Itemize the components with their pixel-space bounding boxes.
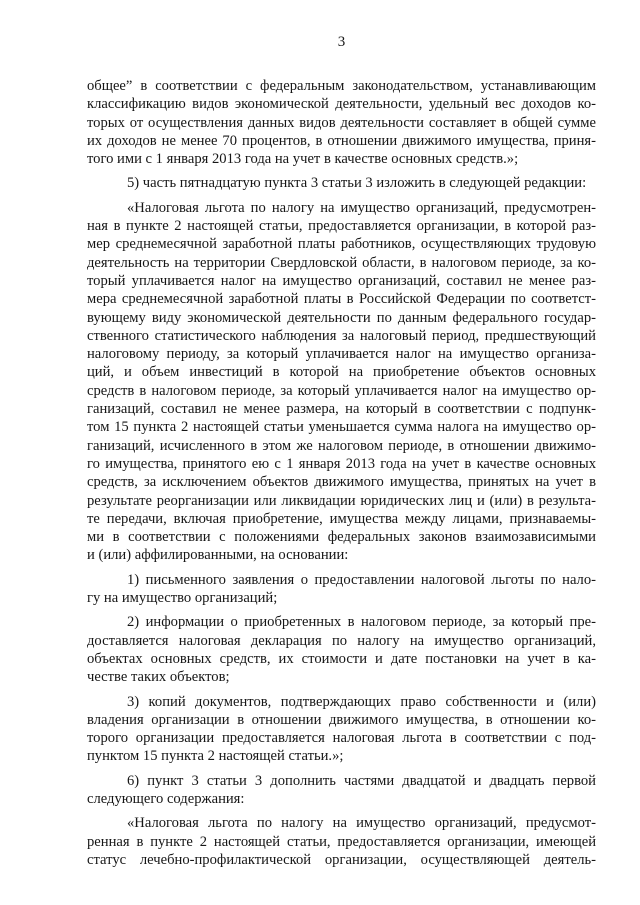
text-line: честве таких объектов; (87, 669, 230, 686)
paragraph-subitem-3 (87, 693, 596, 766)
text-line: вующему виду экономической деятельности по данным федерального государ- (87, 309, 596, 326)
text-line: объектах основных средств, их стоимости и дате постановки на учет в ка- (87, 650, 596, 667)
text-line: ми в соответствии с положениями федеральных законов взаимозависимыми (87, 529, 596, 546)
text-line: 1) письменного заявления о предоставлении налоговой льготы по нало- (127, 571, 596, 588)
text-line: следующего содержания: (87, 790, 245, 807)
text-line: торых от осуществления данных видов деятельности составляет в общей сумме (87, 114, 596, 131)
paragraph-item-6 (87, 772, 596, 809)
text-line: общее” в соответствии с федеральным законодательством, устанавливающим (87, 78, 596, 94)
text-line: том 15 пункта 2 настоящей статьи уменьшается сумма налога на имущество ор- (87, 419, 596, 436)
paragraph-item-5 (87, 174, 596, 192)
text-line: владения организации в отношении движимого имущества, в отношении ко- (87, 711, 596, 728)
text-line: деятельность на территории Свердловской области, в налоговом периоде, за ко- (87, 254, 596, 271)
text-line: ганизаций, составил не менее размера, на который в соответствии с подпунк- (87, 401, 596, 418)
text-line: классификацию видов экономической деятельности, удельный вес доходов ко- (87, 96, 596, 113)
paragraph-quoted-clause (87, 199, 596, 565)
paragraph-continuation (87, 77, 596, 168)
text-line: те передачи, включая приобретение, имущества между лицами, признаваемы- (87, 510, 596, 527)
document-body (87, 77, 596, 875)
page-number: 3 (337, 34, 346, 50)
paragraph-quoted-clause-continued (87, 814, 596, 869)
text-line: статус лечебно-профилактической организации, осуществляющей деятель- (87, 851, 596, 868)
text-line: доставляется налоговая декларация по налогу на имущество организаций, (87, 632, 596, 649)
text-line: «Налоговая льгота по налогу на имущество организаций, предусмот- (127, 815, 596, 832)
text-line: их доходов не менее 70 процентов, в отношении движимого имущества, приня- (87, 132, 596, 149)
text-line: го имущества, принятого ею с 1 января 2013 года на учет в качестве основных (87, 455, 596, 472)
text-line: ная в пункте 2 настоящей статьи, предоставляется организации, в которой раз- (87, 218, 596, 235)
text-line: торый уплачивается налог на имущество организаций, составил не менее раз- (87, 272, 596, 289)
text-line: налоговому периоду, за который уплачивается налог на имущество организа- (87, 346, 596, 363)
paragraph-subitem-2 (87, 613, 596, 686)
text-line: ганизаций, исчисленного в этом же налоговом периоде, в отношении движимо- (87, 437, 596, 454)
text-line: средств, за исключением объектов движимого имущества, принятых на учет в (87, 474, 596, 491)
text-line: мер среднемесячной заработной платы работников, осуществляющих трудовую (87, 236, 596, 253)
text-line: результате реорганизации или ликвидации юридических лиц и (или) в результа- (87, 492, 596, 509)
text-line: и (или) аффилированными, на основании: (87, 547, 349, 564)
text-line: торого организации предоставляется налоговая льгота в соответствии с под- (87, 730, 596, 747)
text-line: 2) информации о приобретенных в налоговом периоде, за который пре- (127, 614, 596, 631)
text-line: того ими с 1 января 2013 года на учет в качестве основных средств.»; (87, 151, 519, 168)
paragraph-subitem-1 (87, 571, 596, 608)
text-line: ций, и объем инвестиций в которой на приобретение объектов основных (87, 364, 596, 381)
text-line: 6) пункт 3 статьи 3 дополнить частями двадцатой и двадцать первой (127, 772, 596, 789)
text-line: пунктом 15 пункта 2 настоящей статьи.»; (87, 748, 344, 765)
text-line: мера среднемесячной заработной платы в Российской Федерации по соответст- (87, 291, 596, 308)
text-line: средств в налоговом периоде, за который уплачивается налог на имущество ор- (87, 382, 596, 399)
text-line: «Налоговая льгота по налогу на имущество организаций, предусмотрен- (127, 199, 596, 216)
text-line: 5) часть пятнадцатую пункта 3 статьи 3 изложить в следующей редакции: (127, 175, 587, 192)
text-line: гу на имущество организаций; (87, 590, 278, 607)
text-line: 3) копий документов, подтверждающих право собственности и (или) (127, 693, 596, 710)
text-line: ренная в пункте 2 настоящей статьи, предоставляется организации, имеющей (87, 833, 596, 850)
text-line: ственного статистического наблюдения за налоговый период, предшествующий (87, 327, 596, 344)
